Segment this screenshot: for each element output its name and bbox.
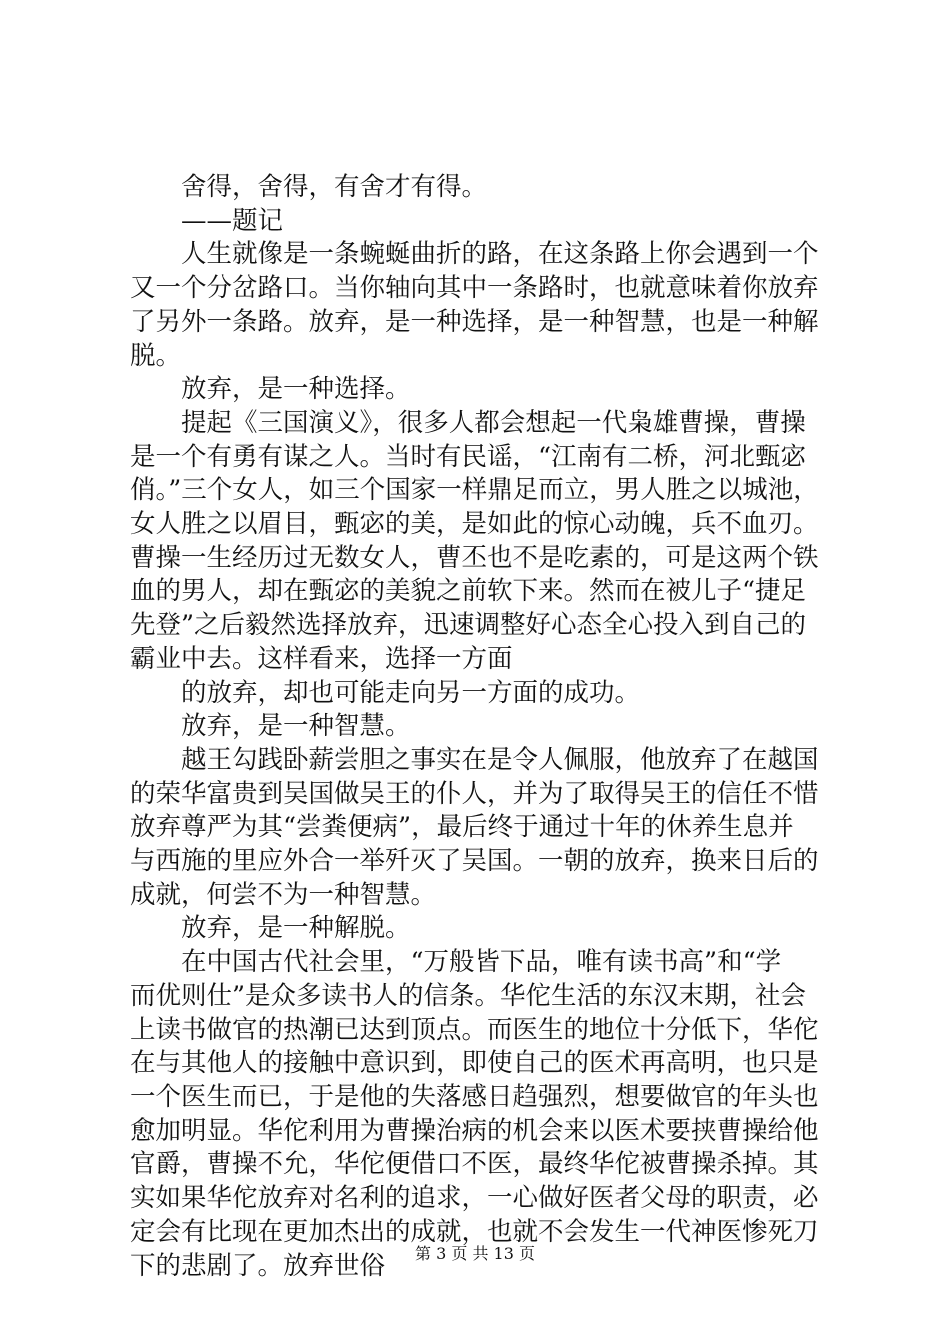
text-line: 人生就像是一条蜿蜒曲折的路，在这条路上你会遇到一个 bbox=[181, 239, 819, 270]
text-line: 了另外一条路。放弃，是一种选择，是一种智慧，也是一种解 bbox=[130, 306, 819, 337]
page-footer: 第 3 页 共 13 页 bbox=[415, 1244, 535, 1263]
document-body bbox=[130, 171, 830, 1283]
text-line: 一个医生而已，于是他的失落感日趋强烈，想要做官的年头也 bbox=[130, 1081, 819, 1112]
text-line: 血的男人，却在甄宓的美貌之前软下来。然而在被儿子“捷足 bbox=[130, 576, 807, 607]
text-line: 越王勾践卧薪尝胆之事实在是令人佩服，他放弃了在越国 bbox=[181, 744, 819, 775]
text-line: 女人胜之以眉目，甄宓的美，是如此的惊心动魄，兵不血刃。 bbox=[130, 509, 819, 540]
text-line: 而优则仕”是众多读书人的信条。华佗生活的东汉末期，社会 bbox=[130, 980, 807, 1011]
text-line: 是一个有勇有谋之人。当时有民谣，“江南有二桥，河北甄宓 bbox=[130, 441, 807, 472]
text-line: 的荣华富贵到吴国做吴王的仆人，并为了取得吴王的信任不惜 bbox=[130, 778, 819, 809]
text-line: 脱。 bbox=[130, 340, 182, 371]
text-line: 舍得，舍得，有舍才有得。 bbox=[181, 172, 488, 202]
text-line: ——题记 bbox=[181, 205, 284, 236]
text-line: 霸业中去。这样看来，选择一方面 bbox=[130, 643, 513, 674]
text-line: 俏。”三个女人，如三个国家一样鼎足而立，男人胜之以城池， bbox=[130, 475, 819, 506]
text-line: 实如果华佗放弃对名利的追求，一心做好医者父母的职责，必 bbox=[130, 1183, 819, 1214]
text-line: 愈加明显。华佗利用为曹操治病的机会来以医术要挟曹操给他 bbox=[130, 1115, 819, 1146]
text-line: 提起《三国演义》，很多人都会想起一代枭雄曹操，曹操 bbox=[181, 407, 806, 438]
text-line: 官爵，曹操不允，华佗便借口不医，最终华佗被曹操杀掉。其 bbox=[130, 1149, 819, 1180]
text-line: 放弃，是一种智慧。 bbox=[181, 711, 411, 742]
text-line: 成就，何尝不为一种智慧。 bbox=[130, 879, 437, 910]
text-line: 的放弃，却也可能走向另一方面的成功。 bbox=[181, 677, 641, 708]
text-line: 下的悲剧了。放弃世俗 bbox=[130, 1250, 386, 1281]
text-line: 在中国古代社会里，“万般皆下品，唯有读书高”和“学 bbox=[181, 947, 782, 978]
text-line: 曹操一生经历过无数女人，曹丕也不是吃素的，可是这两个铁 bbox=[130, 542, 819, 573]
text-line: 放弃尊严为其“尝粪便病”，最后终于通过十年的休养生息并 bbox=[130, 812, 794, 843]
text-line: 放弃，是一种解脱。 bbox=[181, 913, 411, 944]
text-line: 放弃，是一种选择。 bbox=[181, 374, 411, 405]
text-line: 定会有比现在更加杰出的成就，也就不会发生一代神医惨死刀 bbox=[130, 1216, 819, 1247]
text-line: 上读书做官的热潮已达到顶点。而医生的地位十分低下，华佗 bbox=[130, 1014, 819, 1045]
text-line: 先登”之后毅然选择放弃，迅速调整好心态全心投入到自己的 bbox=[130, 610, 807, 641]
text-line: 与西施的里应外合一举歼灭了吴国。一朝的放弃，换来日后的 bbox=[130, 846, 819, 877]
text-line: 在与其他人的接触中意识到，即使自己的医术再高明，也只是 bbox=[130, 1048, 819, 1079]
text-line: 又一个分岔路口。当你轴向其中一条路时，也就意味着你放弃 bbox=[130, 273, 819, 304]
